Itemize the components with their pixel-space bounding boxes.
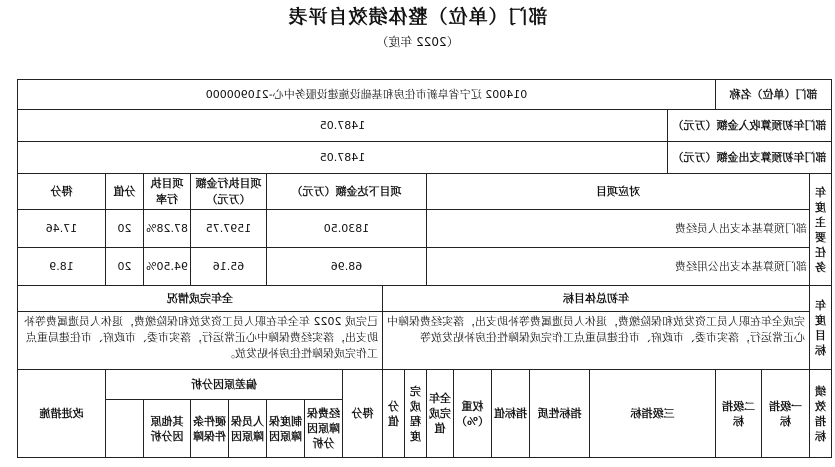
deviation-header: 偏差原因分析	[106, 370, 343, 400]
third-indicator-header: 三级指标	[590, 370, 716, 458]
document-title: 部门（单位）整体绩效自评表	[287, 6, 548, 28]
first-indicator-header: 一级指标	[762, 370, 810, 458]
actual-value-header: 全年完成值	[426, 370, 453, 458]
task-executed-cell: 1597.75	[190, 210, 266, 248]
executed-header: 项目执行金额（万元）	[190, 174, 266, 210]
target-text: 完成全年在职人员工资发放和保险缴费，退休人员遗属费等补助支出，落实经费保障中心正常运行，落实市委、市政府、市住建局重点工作完成保障性住房补贴发放等	[382, 312, 809, 370]
perf-side-label: 绩效指标	[810, 370, 832, 458]
budget-reason-header: 经费保障原因分析	[304, 400, 342, 458]
document-subtitle: （2022 年度）	[376, 35, 459, 49]
dept-name-value: 014002 辽宁省阜新市住房和基础设施建设服务中心-210900000	[18, 80, 716, 110]
indicator-nature-header: 指标性质	[530, 370, 590, 458]
task-budget-cell: 68.96	[266, 248, 426, 286]
income-value: 1487.05	[18, 110, 668, 142]
perf-score-value-header: 分值	[382, 370, 404, 458]
expense-label: 部门年初预算支出金额（万元）	[668, 142, 832, 174]
other-reason-header: 其他原因分析	[144, 400, 191, 458]
goals-side-label: 年度目标	[810, 286, 832, 370]
dept-name-label: 部门（单位）名称	[716, 80, 832, 110]
income-label: 部门年初预算收入金额（万元）	[668, 110, 832, 142]
hardware-reason-header: 硬件条件保障	[190, 400, 228, 458]
tasks-side-label: 年度主要任务	[810, 174, 832, 286]
completion-text: 已完成 2022 年全年在职人员工资发放和保险缴费，退休人员遗属费等补助支出，落实经费保障中心正常运行，落实市委、市政府、市住建局重点工作完成保障性住房补贴发放。	[18, 312, 383, 370]
completion-header: 全年完成情况	[18, 286, 383, 312]
measures-header: 改进措施	[18, 370, 106, 458]
perf-score-header: 得分	[342, 370, 382, 458]
target-header: 年初总体目标	[382, 286, 809, 312]
task-project-cell: 部门预算基本支出人员经费	[426, 210, 809, 248]
score-value-header: 分值	[106, 174, 144, 210]
task-rate-cell: 94.50%	[144, 248, 191, 286]
task-rate-cell: 87.28%	[144, 210, 191, 248]
expense-value: 1487.05	[18, 142, 668, 174]
task-project-cell: 部门预算基本支出公用经费	[426, 248, 809, 286]
task-score-value-cell: 20	[106, 210, 144, 248]
task-executed-cell: 65.16	[190, 248, 266, 286]
score-header: 得分	[18, 174, 106, 210]
rate-header: 项目执行率	[144, 174, 191, 210]
system-reason-header: 制度保障原因	[266, 400, 304, 458]
task-score-value-cell: 20	[106, 248, 144, 286]
completion-degree-header: 完成程度	[404, 370, 426, 458]
task-score-cell: 17.46	[18, 210, 106, 248]
project-header: 对应项目	[426, 174, 809, 210]
indicator-value-header: 指标值	[492, 370, 530, 458]
personnel-reason-header: 人员保障原因	[228, 400, 266, 458]
task-score-cell: 18.9	[18, 248, 106, 286]
second-indicator-header: 二级指标	[716, 370, 762, 458]
deviation-blank	[106, 400, 144, 458]
weight-header: 权重（%）	[453, 370, 491, 458]
task-budget-cell: 1830.50	[266, 210, 426, 248]
assessment-table	[17, 79, 832, 458]
budget-header: 项目下达金额（万元）	[266, 174, 426, 210]
